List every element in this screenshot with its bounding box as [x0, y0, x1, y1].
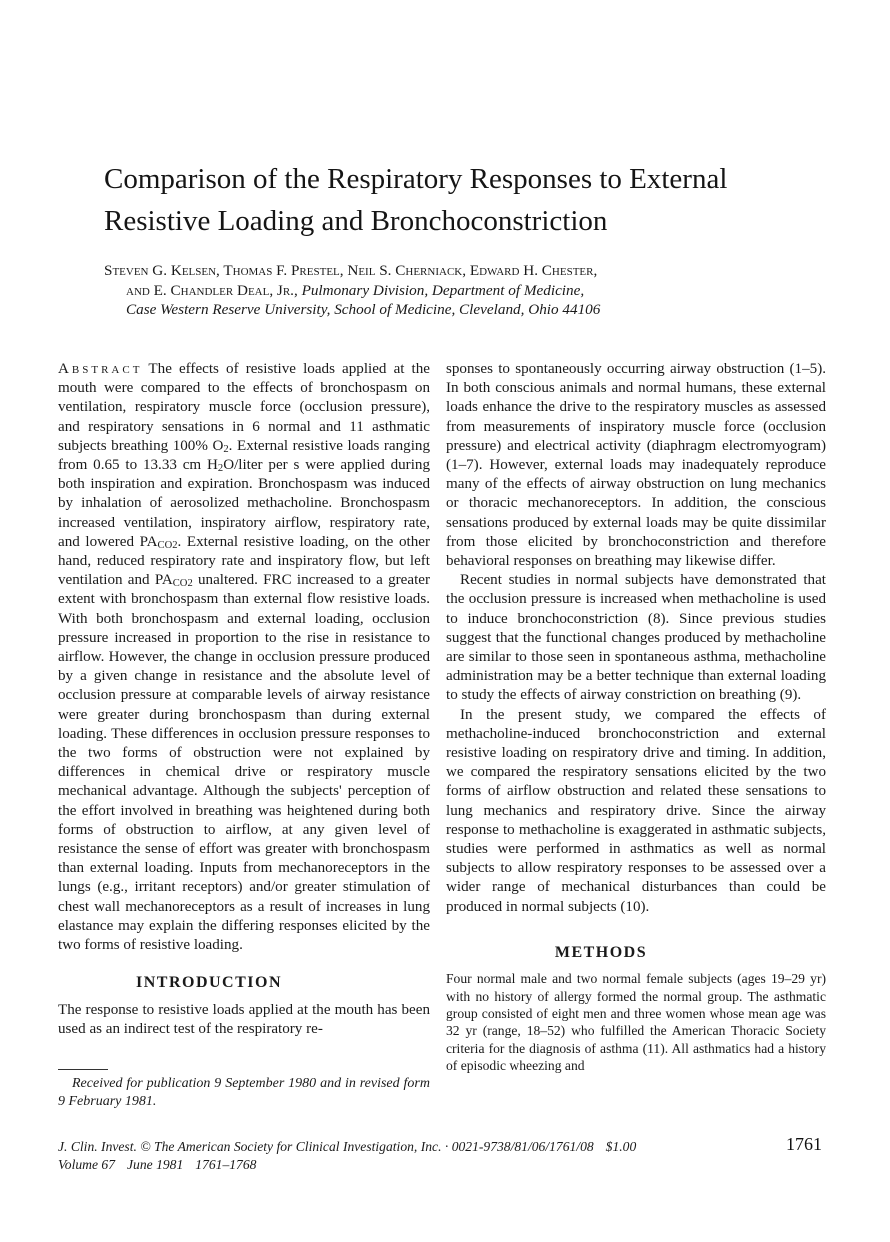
right-column [446, 360, 826, 1075]
issue-date: June 1981 [127, 1157, 184, 1172]
methods-paragraph-1: Four normal male and two normal female subjects (ages 19–29 yr) with no history of allergy formed the normal group. The asthmatic group consisted of eight men and three women whose mean age was 32 yr (range, 18–52) who fulfilled the American Thoracic Society criteria for the diagnosis of asthma (11). All asthmatics had a history of episodic wheezing and [446, 971, 826, 1074]
footnote-divider [58, 1069, 108, 1070]
introduction-paragraph-3: In the present study, we compared the effects of methacholine-induced bronchoconstriction and external resistive loading on respiratory drive and timing. In addition, we compared the respiratory sensations elicited by the two forms of airflow obstruction and related these sensations to lung mechanics and respiratory drive. Since the airway response to methacholine is exaggerated in asthmatic subjects, studies were performed in asthmatics as well as normal subjects to allow respiratory responses to be assessed over a wider range of mechanical disturbances than could be produced in normal subjects (10). [446, 706, 826, 915]
author-names: Steven G. Kelsen, Thomas F. Prestel, Neil S. Cherniack, Edward H. Chester, [104, 262, 598, 279]
affiliation-part-2: Case Western Reserve University, School of Medicine, Cleveland, Ohio 44106 [126, 301, 601, 318]
introduction-heading: INTRODUCTION [135, 974, 282, 992]
article-title [104, 158, 824, 242]
author-names-cont: and E. Chandler Deal, Jr., [126, 281, 298, 299]
author-block [104, 261, 824, 320]
abstract-paragraph: Abstract The effects of resistive loads applied at the mouth were compared to the effects of bronchospasm on ventilation, respiratory muscle force (occlusion pressure), and respiratory sensations in 6 normal and 11 asthmatic subjects breathing 100% $O_2$. External resistive loads ranging from 0.65 to 13.33 cm $H_2O$/liter per s were applied during both inspiration and expiration. Bronchospasm was induced by inhalation of aerosolized methacholine. Bronchospasm increased ventilation, inspiratory airflow, respiratory rate, and lowered $PA_{CO2}$. External resistive loading, on the other hand, reduced respiratory rate and inspiratory flow, but left ventilation and $PA_{CO2}$ unaltered. FRC increased to a greater extent with bronchospasm than external flow resistive loads. With both bronchospasm and external loading, occlusion pressure increased in proportion to the rise in resistance to airflow. However, the change in occlusion pressure produced by a given change in resistance and the absolute level of occlusion pressure at comparable levels of airway resistance were greater during bronchospasm than during external loading. These differences in occlusion pressure responses to the two forms of obstruction were not explained by differences in chemical drive or respiratory muscle mechanical advantage. Although the subjects' perception of the effort involved in breathing was heightened during both forms of obstruction to airflow, at any given level of resistance the sense of effort was greater with bronchospasm than external loading. Inputs from mechanoreceptors in the lungs (e.g., irritant receptors) and/or greater stimulation of chest wall mechanoreceptors as a result of increases in lung elastance may explain the differing responses elicited by the two forms of resistive loading. [58, 361, 430, 954]
article-code: 0021-9738/81/06/1761/08 [451, 1139, 594, 1154]
title-line-2: Resistive Loading and Bronchoconstriction [104, 205, 608, 237]
volume: Volume 67 [58, 1157, 116, 1172]
title-line-1: Comparison of the Respiratory Responses to External [104, 163, 728, 195]
left-column [58, 360, 430, 1039]
price: $1.00 [605, 1139, 637, 1154]
copyright: © The American Society for Clinical Investigation, Inc. [140, 1139, 442, 1154]
introduction-paragraph-1-start: The response to resistive loads applied at the mouth has been used as an indirect test of the respiratory re- [58, 1001, 430, 1037]
journal-name: J. Clin. Invest. [58, 1139, 137, 1154]
methods-heading: METHODS [554, 943, 648, 961]
footer-row-2 [58, 1156, 828, 1174]
abstract-label: Abstract [58, 361, 143, 377]
affiliation-part-1: Pulmonary Division, Department of Medicine, [297, 281, 585, 299]
page-footer [58, 1138, 828, 1174]
received-footnote: Received for publication 9 September 1980 and in revised form 9 February 1981. [58, 1076, 430, 1109]
page-number: 1761 [786, 1134, 822, 1154]
introduction-paragraph-1-cont: sponses to spontaneously occurring airway obstruction (1–5). In both conscious animals and normal humans, these external loads enhance the drive to the respiratory muscles as assessed from measurements of inspiratory muscle force (occlusion pressure) and electrical activity (diaphragm electromyogram) (1–7). However, external loads may inadequately reproduce many of the effects of airway obstruction on lung mechanics or thoracic mechanoreceptors. In addition, the conscious sensations produced by external loads may be quite dissimilar from those elicited by bronchoconstriction and therefore behavioral responses on breathing may likewise differ. [446, 361, 826, 570]
introduction-paragraph-2: Recent studies in normal subjects have demonstrated that the occlusion pressure is increased when methacholine is used to induce bronchoconstriction (8). Since previous studies suggest that the functional changes produced by methacholine are similar to those seen in spontaneous asthma, methacholine administration may be a better technique than external loading to study the effects of airway constriction on breathing (9). [446, 572, 826, 704]
separator: · [444, 1139, 449, 1154]
footer-row-1 [58, 1138, 828, 1156]
author-line-2 [104, 281, 824, 301]
page-range: 1761–1768 [195, 1157, 257, 1172]
